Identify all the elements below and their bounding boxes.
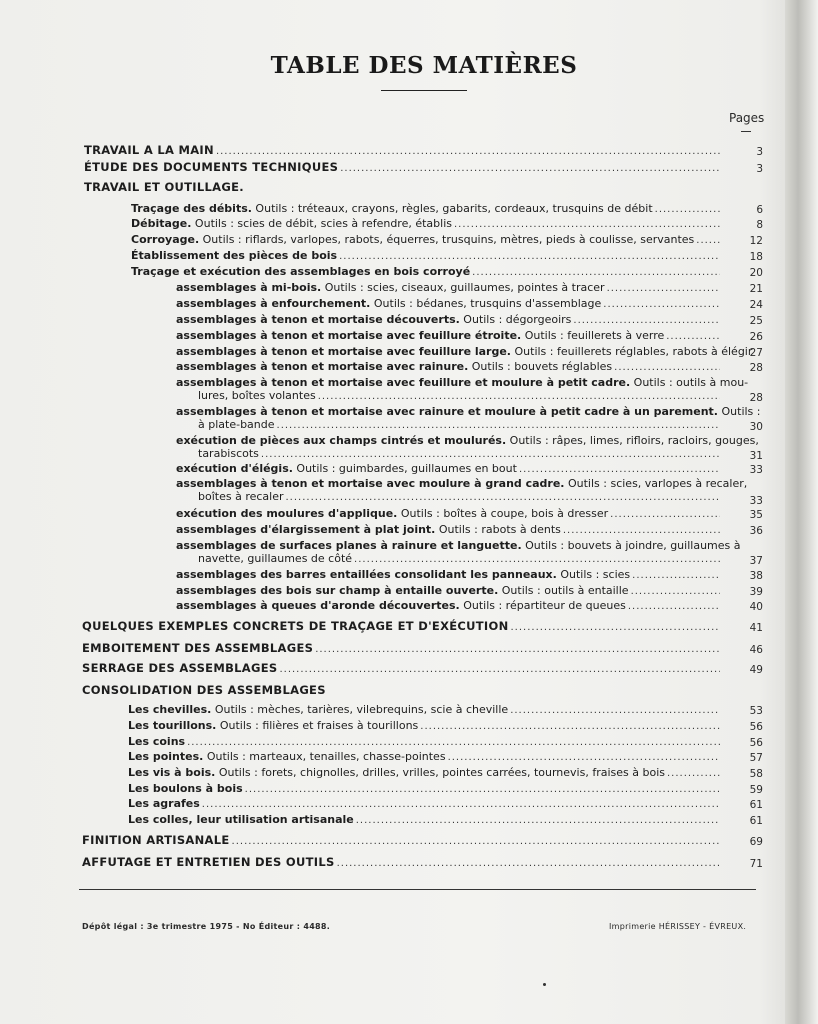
toc-entry: [128, 782, 720, 796]
dot-leader: [339, 250, 720, 263]
toc-entry-label: [176, 281, 605, 294]
toc-entry-heading: assemblages à tenon et mortaise avec rainure et moulure à petit cadre à un parement.: [176, 405, 718, 418]
toc-page-number: 61: [749, 799, 763, 811]
toc-entry-label: TRAVAIL A LA MAIN: [84, 143, 214, 157]
toc-page-number: 31: [749, 450, 763, 462]
toc-page-number: 18: [749, 251, 763, 263]
dot-leader: [610, 508, 720, 521]
toc-page-number: 20: [749, 267, 763, 279]
dot-leader: [315, 643, 720, 656]
dot-leader: [286, 491, 721, 504]
toc-entry: [82, 834, 720, 848]
toc-entry-tools: Outils : bédanes, trusquins d'assemblage: [370, 297, 602, 310]
toc-entry-tools: Outils : mèches, tarières, vilebrequins, scie à cheville: [211, 703, 509, 716]
toc-page-number: 35: [749, 509, 763, 521]
toc-entry-label: [128, 766, 665, 779]
page-mark: [543, 983, 546, 986]
toc-page-number: 40: [749, 601, 763, 613]
toc-entry-label: [176, 405, 761, 418]
toc-entry-heading: assemblages à tenon et mortaise découverts.: [176, 313, 460, 326]
toc-entry-label: [176, 523, 561, 536]
toc-entry-tools: Outils : filières et fraises à tourillons: [216, 719, 419, 732]
toc-entry-tools: Outils : scies, varlopes à recaler,: [564, 477, 748, 490]
toc-entry-label: [176, 584, 629, 597]
toc-entry-tools: Outils : rabots à dents: [435, 523, 561, 536]
toc-entry-label: [128, 813, 354, 826]
toc-page-number: 24: [749, 299, 763, 311]
toc-entry-continuation-text: lures, boîtes volantes: [198, 389, 316, 402]
toc-entry-label: [176, 360, 612, 373]
toc-entry-heading: Les pointes.: [128, 750, 204, 763]
toc-entry-label: [176, 599, 626, 612]
toc-entry: [82, 642, 720, 656]
toc-entry-label: CONSOLIDATION DES ASSEMBLAGES: [82, 683, 326, 697]
toc-entry-heading: assemblages à queues d'aronde découvertes.: [176, 599, 460, 612]
toc-entry-label: [128, 703, 508, 716]
toc-entry-continuation-text: tarabiscots: [198, 447, 259, 460]
dot-leader: [448, 751, 720, 764]
dot-leader: [603, 298, 720, 311]
toc-entry-label: [128, 750, 446, 763]
dot-leader: [666, 330, 720, 343]
toc-entry: [176, 539, 741, 552]
toc-page-number: 61: [749, 815, 763, 827]
toc-entry-label: [131, 217, 452, 230]
footer-rule: [79, 889, 756, 890]
dot-leader: [563, 524, 720, 537]
toc-entry-label: [176, 313, 571, 326]
toc-entry-label: [176, 329, 664, 342]
toc-entry: [176, 568, 720, 582]
dot-leader: [216, 145, 720, 158]
printer-note: Imprimerie HÉRISSEY - ÉVREUX.: [609, 922, 747, 931]
toc-page-number: 49: [749, 664, 763, 676]
toc-page-number: 56: [749, 721, 763, 733]
dot-leader: [631, 585, 720, 598]
toc-entry-tools: Outils :: [718, 405, 761, 418]
toc-entry-heading: Les tourillons.: [128, 719, 217, 732]
dot-leader: [632, 569, 720, 582]
toc-entry-heading: Les boulons à bois: [128, 782, 243, 795]
toc-entry-label: [128, 719, 418, 732]
toc-entry-label: [176, 462, 517, 475]
dot-leader: [667, 767, 720, 780]
toc-entry-label: [176, 539, 741, 552]
toc-entry: [176, 523, 720, 537]
dot-leader: [261, 448, 720, 461]
toc-entry-label: [128, 735, 185, 748]
dot-leader: [655, 203, 720, 216]
toc-page-number: 39: [749, 586, 763, 598]
toc-entry-label: AFFUTAGE ET ENTRETIEN DES OUTILS: [82, 855, 335, 869]
toc-entry-continuation: [198, 552, 720, 566]
toc-page-number: 37: [749, 555, 763, 567]
toc-entry: [176, 507, 720, 521]
toc-entry-heading: exécution de pièces aux champs cintrés et moulurés.: [176, 434, 507, 447]
toc-entry-label: EMBOITEMENT DES ASSEMBLAGES: [82, 641, 314, 655]
toc-entry-label: ÉTUDE DES DOCUMENTS TECHNIQUES: [84, 160, 339, 174]
toc-entry: [176, 297, 720, 311]
toc-entry: [131, 217, 720, 231]
toc-entry: [176, 313, 720, 327]
toc-page-number: 38: [749, 570, 763, 582]
toc-entry-heading: Établissement des pièces de bois: [131, 249, 338, 262]
dot-leader: [232, 835, 720, 848]
toc-entry-heading: assemblages à tenon et mortaise avec feuillure étroite.: [176, 329, 522, 342]
toc-entry-tools: Outils : bouvets à joindre, guillaumes à: [521, 539, 741, 552]
toc-entry: [176, 405, 761, 418]
dot-leader: [510, 704, 720, 717]
toc-entry-heading: assemblages de surfaces planes à rainure et languette.: [176, 539, 522, 552]
toc-page-number: 8: [756, 219, 763, 231]
toc-entry: [82, 684, 720, 697]
toc-entry-tools: Outils : boîtes à coupe, bois à dresser: [397, 507, 609, 520]
toc-entry-heading: Débitage.: [131, 217, 192, 230]
toc-entry: [128, 797, 720, 811]
dot-leader: [519, 463, 720, 476]
dot-leader: [354, 553, 720, 566]
toc-entry: [128, 719, 720, 733]
toc-entry: [82, 856, 720, 870]
toc-page-number: 36: [749, 525, 763, 537]
dot-leader: [696, 234, 720, 247]
toc-entry-heading: Traçage des débits.: [131, 202, 252, 215]
toc-entry: [176, 345, 753, 359]
toc-page-number: 25: [749, 315, 763, 327]
toc-entry: [176, 376, 749, 389]
toc-entry-tools: Outils : feuillerets réglables, rabots à élégir: [511, 345, 753, 358]
dot-leader: [573, 314, 720, 327]
toc-entry-heading: Les colles, leur utilisation artisanale: [128, 813, 354, 826]
toc-entry-continuation: [198, 418, 720, 432]
dot-leader: [318, 390, 720, 403]
dot-leader: [628, 600, 720, 613]
dot-leader: [420, 720, 720, 733]
toc-entry-tools: Outils : forets, chignolles, drilles, vrilles, pointes carrées, tournevis, fraises à bois: [215, 766, 665, 779]
toc-entry-tools: Outils : scies: [556, 568, 631, 581]
toc-entry-tools: Outils : répartiteur de queues: [459, 599, 626, 612]
toc-entry: [128, 750, 720, 764]
toc-page-number: 26: [749, 331, 763, 343]
toc-entry-label: [176, 434, 759, 447]
toc-entry: [131, 233, 720, 247]
toc-entry-label: [131, 202, 653, 215]
toc-entry: [176, 281, 720, 295]
toc-entry-tools: Outils : outils à entaille: [498, 584, 629, 597]
toc-entry-continuation: [198, 447, 720, 461]
toc-entry-continuation: [198, 389, 720, 403]
dot-leader: [340, 162, 720, 175]
toc-page-number: 53: [749, 705, 763, 717]
toc-entry-label: [176, 568, 630, 581]
toc-entry-label: [176, 507, 608, 520]
toc-entry-heading: assemblages à tenon et mortaise avec rainure.: [176, 360, 469, 373]
dot-leader: [245, 783, 720, 796]
toc-entry-label: QUELQUES EXEMPLES CONCRETS DE TRAÇAGE ET D'EXÉCUTION: [82, 619, 509, 633]
toc-entry-tools: Outils : outils à mou-: [630, 376, 749, 389]
toc-entry-heading: Les vis à bois.: [128, 766, 216, 779]
toc-entry-label: [128, 782, 243, 795]
toc-entry-continuation-text: à plate-bande: [198, 418, 275, 431]
toc-entry-tools: Outils : scies, ciseaux, guillaumes, pointes à tracer: [321, 281, 605, 294]
toc-entry: [176, 584, 720, 598]
toc-entry-tools: Outils : bouvets réglables: [468, 360, 613, 373]
toc-entry-heading: Corroyage.: [131, 233, 200, 246]
toc-entry-label: FINITION ARTISANALE: [82, 833, 230, 847]
toc-entry-heading: Les agrafes: [128, 797, 200, 810]
toc-page-number: 6: [756, 204, 763, 216]
toc-page-number: 28: [749, 392, 763, 404]
toc-entry-tools: Outils : dégorgeoirs: [459, 313, 572, 326]
toc-entry-continuation: [198, 490, 720, 504]
toc-page-number: 46: [749, 644, 763, 656]
toc-entry: [128, 813, 720, 827]
toc-page-number: 28: [749, 362, 763, 374]
toc-page-number: 30: [749, 421, 763, 433]
toc-entry: [176, 434, 759, 447]
toc-entry-tools: Outils : feuillerets à verre: [521, 329, 665, 342]
toc-entry-continuation-text: boîtes à recaler: [198, 490, 284, 503]
toc-entry-tools: Outils : scies de débit, scies à refendre, établis: [191, 217, 452, 230]
toc-entry: [176, 599, 720, 613]
toc-entry: [176, 360, 720, 374]
toc-entry: [176, 329, 720, 343]
toc-entry-label: [176, 477, 747, 490]
dot-leader: [472, 266, 720, 279]
dot-leader: [607, 282, 720, 295]
toc-page-number: 59: [749, 784, 763, 796]
toc-entry-heading: assemblages des bois sur champ à entaille ouverte.: [176, 584, 499, 597]
toc-entry: [84, 144, 720, 158]
toc-entry-label: [131, 265, 470, 278]
toc-entry: [176, 477, 748, 490]
toc-entry: [128, 703, 720, 717]
toc-entry-tools: Outils : marteaux, tenailles, chasse-pointes: [203, 750, 446, 763]
toc-entry: [131, 202, 720, 216]
dot-leader: [614, 361, 720, 374]
toc-entry-label: [131, 233, 694, 246]
toc-entry-heading: assemblages à tenon et mortaise avec feuillure large.: [176, 345, 511, 358]
toc-page-number: 41: [749, 622, 763, 634]
toc-entry-label: [176, 297, 601, 310]
toc-page-number: 21: [749, 283, 763, 295]
toc-entry-label: [128, 797, 200, 810]
legal-deposit-note: Dépôt légal : 3e trimestre 1975 - No Éditeur : 4488.: [82, 922, 331, 931]
toc-entry-heading: Les chevilles.: [128, 703, 212, 716]
dot-leader: [454, 218, 720, 231]
toc-page-number: 12: [749, 235, 763, 247]
toc-page-number: 56: [749, 737, 763, 749]
dot-leader: [511, 621, 721, 634]
toc-entry: [84, 161, 720, 175]
toc-entry-heading: assemblages à mi-bois.: [176, 281, 322, 294]
toc-page-number: 57: [749, 752, 763, 764]
toc-entry-tools: Outils : riflards, varlopes, rabots, équerres, trusquins, mètres, pieds à coulisse, servantes: [199, 233, 695, 246]
toc-page-number: 33: [749, 464, 763, 476]
toc-entry-heading: assemblages à tenon et mortaise avec feuillure et moulure à petit cadre.: [176, 376, 631, 389]
toc-entry-heading: assemblages des barres entaillées consolidant les panneaux.: [176, 568, 557, 581]
toc-entry-label: [176, 345, 752, 358]
toc-entry: [131, 265, 720, 279]
dot-leader: [187, 736, 720, 749]
dot-leader: [337, 857, 720, 870]
toc-entry-heading: exécution d'élégis.: [176, 462, 293, 475]
toc-entry-label: SERRAGE DES ASSEMBLAGES: [82, 661, 278, 675]
toc-entry-label: [131, 249, 337, 262]
toc-entry-label: [176, 376, 748, 389]
toc-page-number: 3: [756, 146, 763, 158]
toc-entry: [128, 766, 720, 780]
toc-page-number: 3: [756, 163, 763, 175]
toc-page-number: 27: [749, 347, 763, 359]
toc-entry-heading: Les coins: [128, 735, 186, 748]
toc-entry-tools: Outils : râpes, limes, rifloirs, racloirs, gouges,: [506, 434, 759, 447]
toc-entry: [176, 462, 720, 476]
toc-entry-heading: exécution des moulures d'applique.: [176, 507, 398, 520]
toc-page-number: 71: [749, 858, 763, 870]
toc-page-number: 33: [749, 495, 763, 507]
toc-entry-heading: Traçage et exécution des assemblages en bois corroyé: [131, 265, 471, 278]
toc-entry-tools: Outils : tréteaux, crayons, règles, gabarits, cordeaux, trusquins de débit: [251, 202, 653, 215]
dot-leader: [277, 419, 720, 432]
toc-entry: [84, 181, 720, 194]
toc-entry: [128, 735, 720, 749]
dot-leader: [202, 798, 720, 811]
toc-entry-heading: assemblages à enfourchement.: [176, 297, 371, 310]
toc-entry-heading: assemblages d'élargissement à plat joint.: [176, 523, 436, 536]
toc-page-number: 58: [749, 768, 763, 780]
pages-column-label: Pages: [729, 111, 765, 125]
dot-leader: [279, 663, 720, 676]
toc-entry: [131, 249, 720, 263]
toc-entry-continuation-text: navette, guillaumes de côté: [198, 552, 353, 565]
toc-entry-tools: Outils : guimbardes, guillaumes en bout: [292, 462, 517, 475]
toc-entry-heading: assemblages à tenon et mortaise avec moulure à grand cadre.: [176, 477, 565, 490]
toc-entry: [82, 662, 720, 676]
toc-entry: [82, 620, 720, 634]
dot-leader: [356, 814, 720, 827]
toc-page-number: 69: [749, 836, 763, 848]
toc-entry-label: TRAVAIL ET OUTILLAGE.: [84, 180, 244, 194]
page-title: TABLE DES MATIÈRES: [270, 52, 578, 79]
